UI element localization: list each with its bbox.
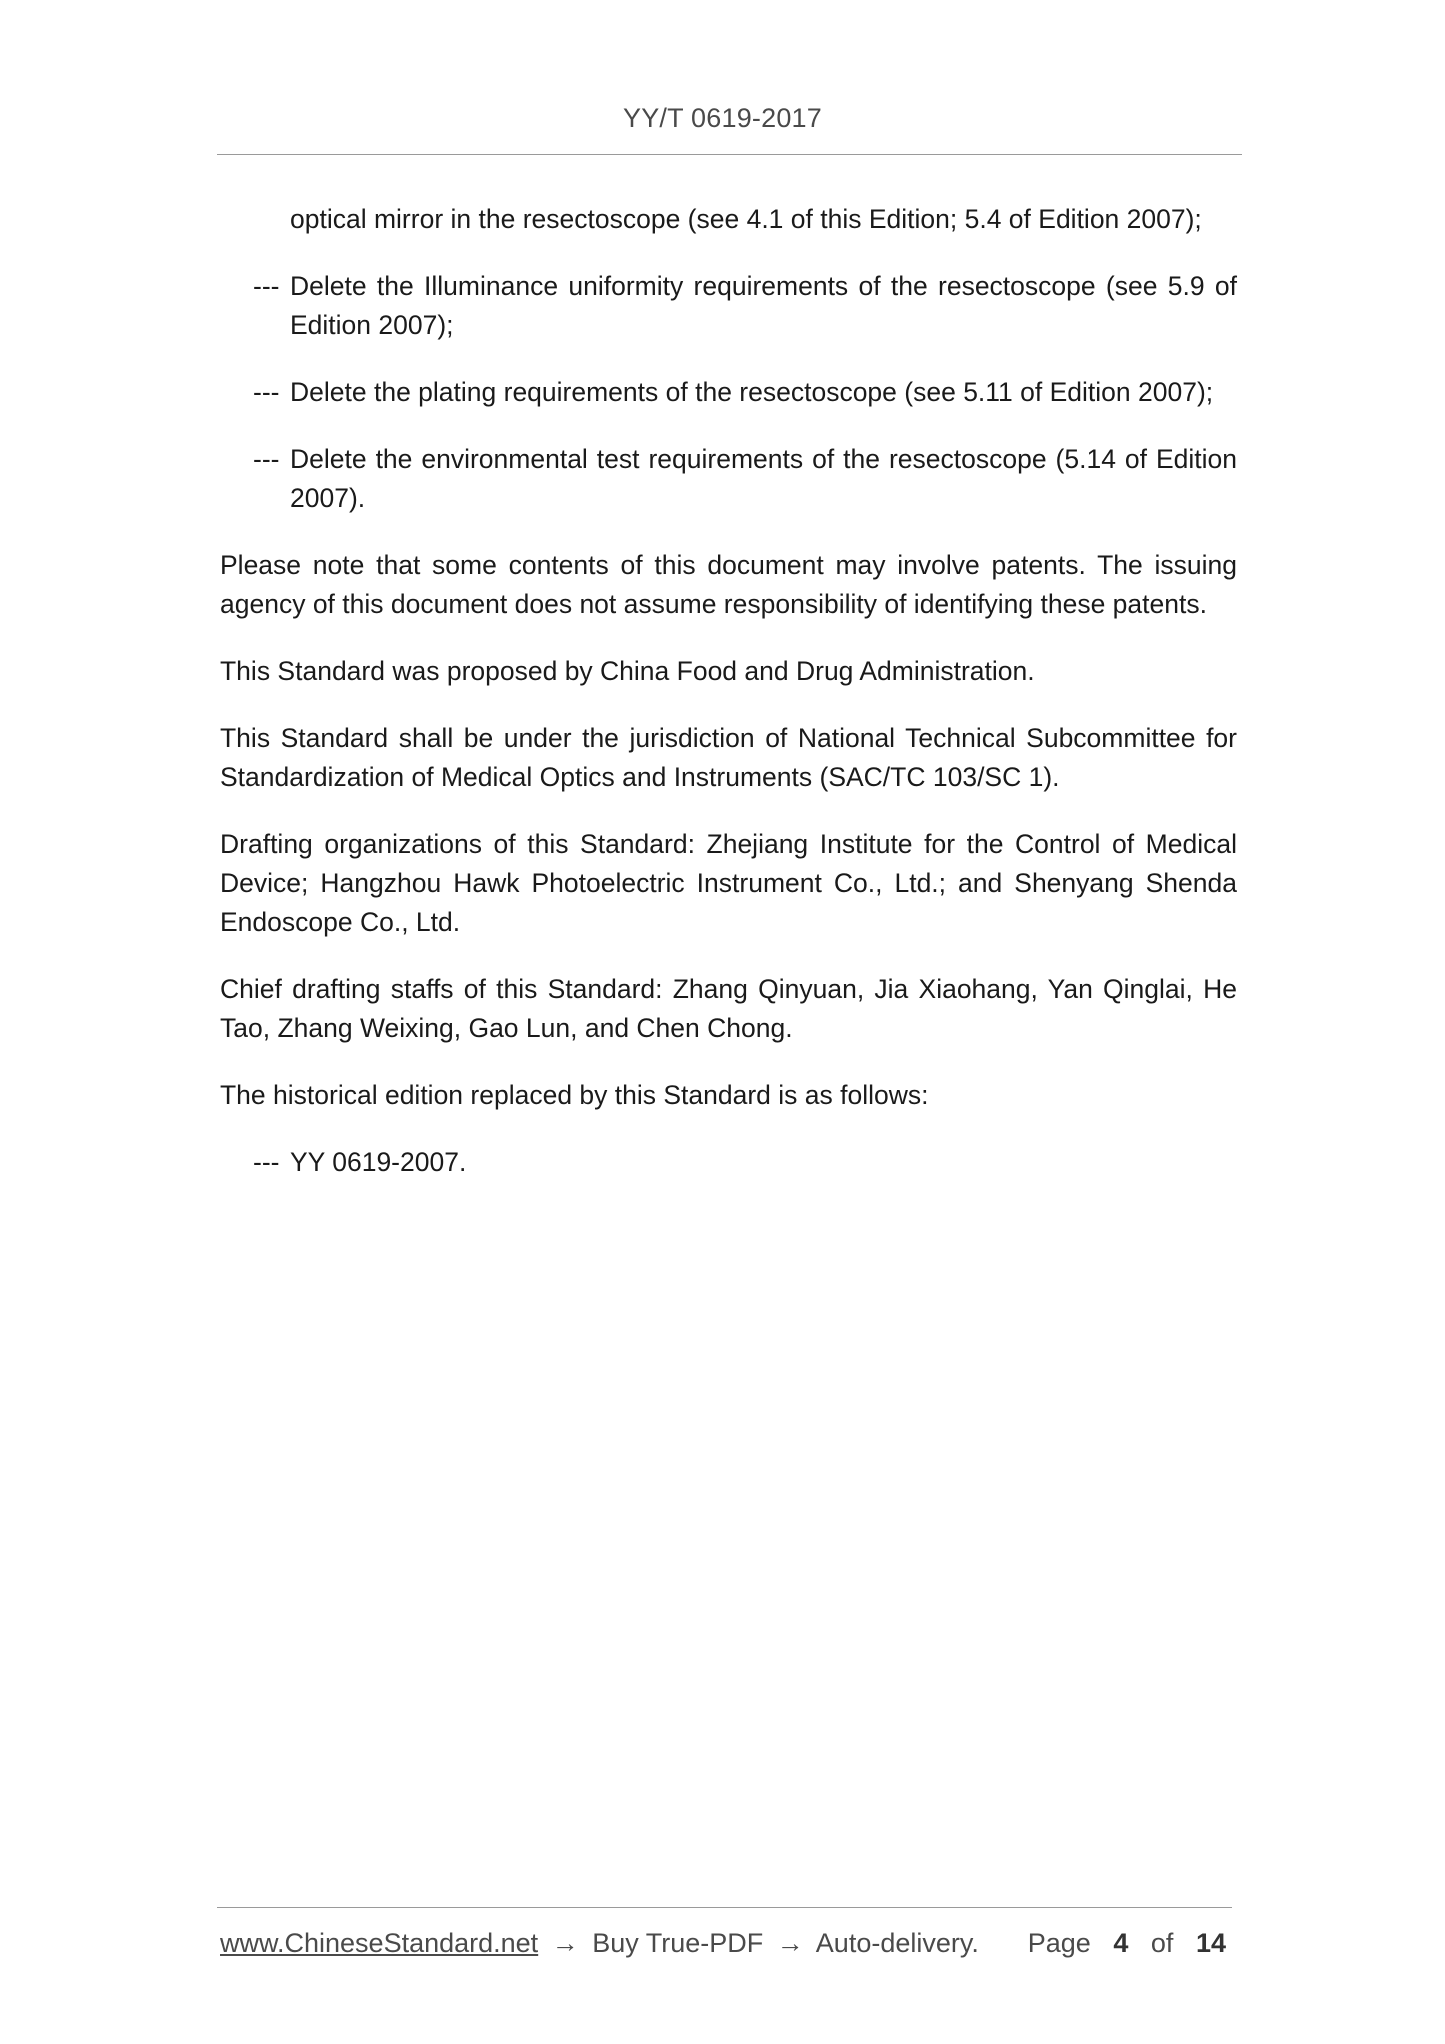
paragraph-jurisdiction: This Standard shall be under the jurisdiction of National Technical Subcommittee for Standardization of Medical Optics and Instruments (SAC/TC 103/SC 1).	[220, 723, 1237, 792]
list-dash: ---	[253, 271, 280, 301]
list-item	[220, 373, 1237, 412]
paragraph-patents: Please note that some contents of this document may involve patents. The issuing agency of this document does not assume responsibility of identifying these patents.	[220, 550, 1237, 619]
list-item-history	[220, 1143, 1237, 1182]
document-body	[220, 200, 1237, 1210]
list-dash: ---	[253, 1147, 280, 1177]
paragraph-drafting-organizations: Drafting organizations of this Standard: Zhejiang Institute for the Control of Medical Device; Hangzhou Hawk Photoelectric Instrument Co., Ltd.; and Shenyang Shenda Endoscope Co., Ltd.	[220, 829, 1237, 937]
list-item-text: YY 0619-2007.	[290, 1147, 467, 1177]
arrow-right-icon: →	[776, 1928, 804, 1958]
page-label: Page	[1027, 1928, 1091, 1958]
list-dash: ---	[253, 377, 280, 407]
paragraph-historical-edition: The historical edition replaced by this Standard is as follows:	[220, 1080, 929, 1110]
list-item	[220, 267, 1237, 345]
footer-promo	[220, 1924, 979, 1962]
page-header-title: YY/T 0619-2017	[623, 103, 822, 133]
of-label: of	[1150, 1928, 1174, 1958]
list-item-text: Delete the Illuminance uniformity requirements of the resectoscope (see 5.9 of Edition 2007);	[290, 271, 1237, 340]
list-item-text: optical mirror in the resectoscope (see 4.1 of this Edition; 5.4 of Edition 2007);	[290, 204, 1202, 234]
arrow-right-icon: →	[551, 1928, 579, 1958]
total-page-count: 14	[1195, 1928, 1226, 1958]
paragraph-drafting-staffs: Chief drafting staffs of this Standard: Zhang Qinyuan, Jia Xiaohang, Yan Qinglai, He Tao, Zhang Weixing, Gao Lun, and Chen Chong.	[220, 974, 1237, 1043]
list-item-continuation	[220, 200, 1237, 239]
list-item-text: Delete the plating requirements of the resectoscope (see 5.11 of Edition 2007);	[290, 377, 1214, 407]
footer-divider	[217, 1907, 1232, 1908]
list-dash: ---	[253, 444, 280, 474]
header-divider	[217, 154, 1242, 155]
paragraph-proposed-by: This Standard was proposed by China Food and Drug Administration.	[220, 656, 1035, 686]
list-item	[220, 440, 1237, 518]
current-page-number: 4	[1113, 1928, 1129, 1958]
page-number-indicator	[1028, 1924, 1226, 1962]
website-link[interactable]: www.ChineseStandard.net	[220, 1928, 539, 1958]
list-item-text: Delete the environmental test requirements of the resectoscope (5.14 of Edition 2007).	[290, 444, 1237, 513]
auto-delivery-text: Auto-delivery.	[815, 1928, 979, 1958]
buy-true-pdf-text: Buy True-PDF	[592, 1928, 764, 1958]
